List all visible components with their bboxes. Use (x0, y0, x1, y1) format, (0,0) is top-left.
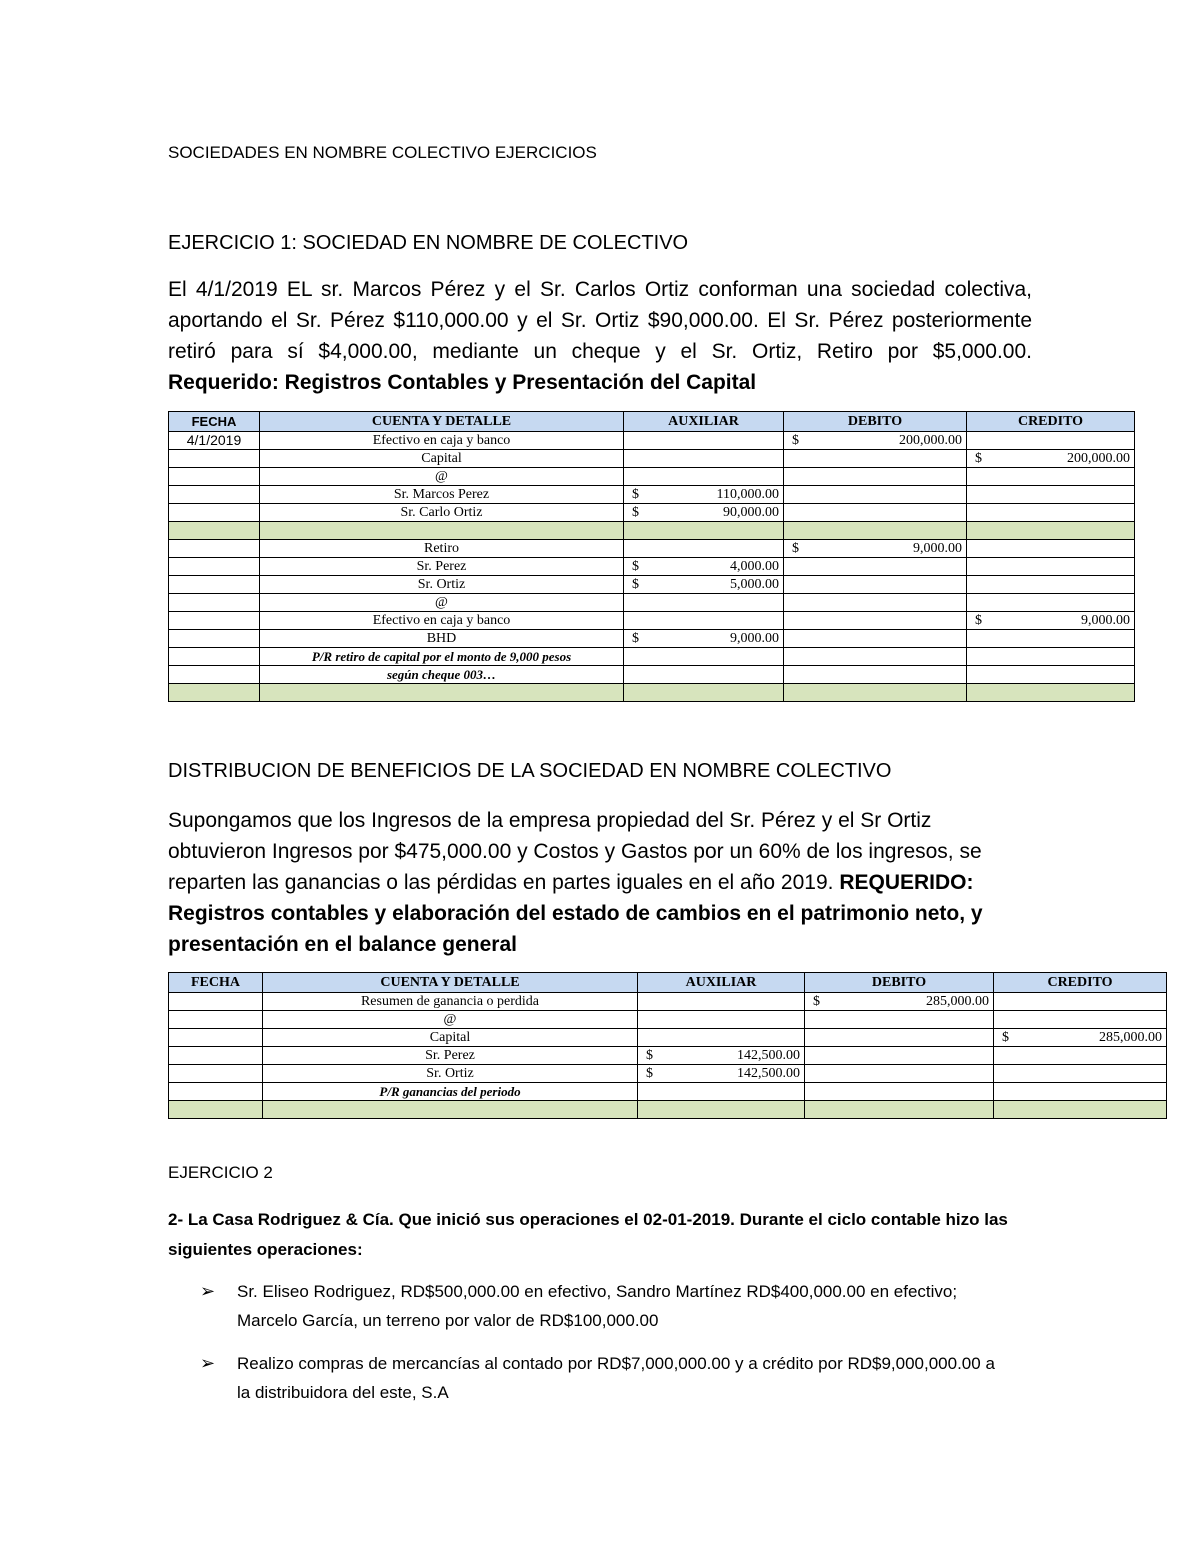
exercise-1-required: Requerido: Registros Contables y Presentación del Capital (168, 371, 757, 394)
credit-cell (967, 486, 1135, 504)
header-credito: CREDITO (967, 412, 1135, 432)
debit-value: 200,000.00 (899, 433, 962, 448)
account-cell: Sr. Perez (260, 558, 624, 576)
header-auxiliar: AUXILIAR (638, 973, 805, 993)
separator-row (169, 522, 1135, 540)
account-cell: Sr. Marcos Perez (260, 486, 624, 504)
date-cell (169, 450, 260, 468)
exercise-2-title: EJERCICIO 2 (168, 1163, 273, 1182)
auxiliar-value: 90,000.00 (723, 505, 779, 520)
debit-cell (805, 1029, 994, 1047)
currency-symbol: $ (1002, 1030, 1009, 1045)
table-header-row (169, 973, 1167, 993)
distribution-text: Supongamos que los Ingresos de la empresa propiedad del Sr. Pérez y el Sr Ortiz obtuvieron Ingresos por $475,000.00 y Costos y Gastos por un 60% de los ingresos, se reparten las ganancias o las pérdidas en partes iguales en el año 2019. (168, 809, 982, 894)
currency-symbol: $ (792, 541, 799, 556)
credit-cell (967, 468, 1135, 486)
entry-note: P/R retiro de capital por el monto de 9,000 pesos (260, 648, 624, 666)
auxiliar-cell (624, 594, 784, 612)
debit-cell (805, 993, 994, 1011)
date-cell (169, 1047, 263, 1065)
credit-cell (994, 993, 1167, 1011)
debit-value: 285,000.00 (926, 994, 989, 1009)
debit-cell (784, 630, 967, 648)
ledger-table-1 (168, 411, 1135, 702)
account-cell: @ (260, 594, 624, 612)
debit-cell (805, 1047, 994, 1065)
auxiliar-cell (624, 558, 784, 576)
ledger-table-2 (168, 972, 1167, 1119)
date-cell (169, 540, 260, 558)
credit-cell (967, 576, 1135, 594)
table-row (169, 1065, 1167, 1083)
debit-cell (805, 1011, 994, 1029)
auxiliar-cell (624, 432, 784, 450)
note-row (169, 666, 1135, 684)
currency-symbol: $ (646, 1066, 653, 1081)
header-fecha: FECHA (169, 412, 260, 432)
debit-cell (784, 594, 967, 612)
auxiliar-value: 142,500.00 (737, 1066, 800, 1081)
table-row (169, 486, 1135, 504)
date-cell (169, 576, 260, 594)
account-cell: @ (263, 1011, 638, 1029)
account-cell: Resumen de ganancia o perdida (263, 993, 638, 1011)
currency-symbol: $ (975, 451, 982, 466)
credit-cell (967, 504, 1135, 522)
credit-cell (967, 540, 1135, 558)
credit-cell (994, 1065, 1167, 1083)
table-row (169, 612, 1135, 630)
date-cell: 4/1/2019 (169, 432, 260, 450)
account-cell: Capital (263, 1029, 638, 1047)
list-item (200, 1277, 1000, 1335)
exercise-2-intro: 2- La Casa Rodriguez & Cía. Que inició sus operaciones el 02-01-2019. Durante el ciclo contable hizo las siguientes operaciones: (168, 1210, 1008, 1259)
auxiliar-cell (624, 612, 784, 630)
note-row (169, 648, 1135, 666)
date-cell (169, 558, 260, 576)
table-row (169, 432, 1135, 450)
currency-symbol: $ (632, 505, 639, 520)
account-cell: Sr. Ortiz (260, 576, 624, 594)
note-row (169, 1083, 1167, 1101)
debit-cell (784, 450, 967, 468)
distribution-heading: DISTRIBUCION DE BENEFICIOS DE LA SOCIEDAD EN NOMBRE COLECTIVO (168, 760, 892, 782)
distribution-paragraph (168, 805, 1008, 960)
account-cell: @ (260, 468, 624, 486)
list-item (200, 1349, 1000, 1407)
auxiliar-cell (638, 1029, 805, 1047)
account-cell: Efectivo en caja y banco (260, 432, 624, 450)
account-cell: Efectivo en caja y banco (260, 612, 624, 630)
entry-note: P/R ganancias del periodo (263, 1083, 638, 1101)
table-row (169, 630, 1135, 648)
date-cell (169, 504, 260, 522)
credit-cell (967, 630, 1135, 648)
header-fecha: FECHA (169, 973, 263, 993)
distribution-required: REQUERIDO: Registros contables y elaboración del estado de cambios en el patrimonio neto, y presentación en el balance general (168, 871, 983, 956)
account-cell: Sr. Ortiz (263, 1065, 638, 1083)
auxiliar-value: 4,000.00 (730, 559, 779, 574)
debit-cell (784, 612, 967, 630)
auxiliar-cell (624, 468, 784, 486)
currency-symbol: $ (813, 994, 820, 1009)
debit-cell (784, 432, 967, 450)
auxiliar-cell (624, 486, 784, 504)
date-cell (169, 630, 260, 648)
debit-value: 9,000.00 (913, 541, 962, 556)
arrow-bullet-icon: ➢ (200, 1281, 216, 1301)
date-cell (169, 1065, 263, 1083)
auxiliar-cell (638, 1011, 805, 1029)
auxiliar-cell (624, 630, 784, 648)
credit-cell (994, 1029, 1167, 1047)
header-credito: CREDITO (994, 973, 1167, 993)
account-cell: Capital (260, 450, 624, 468)
currency-symbol: $ (632, 577, 639, 592)
separator-row (169, 1101, 1167, 1119)
header-debito: DEBITO (784, 412, 967, 432)
list-item-text: Sr. Eliseo Rodriguez, RD$500,000.00 en efectivo, Sandro Martínez RD$400,000.00 en efectivo; Marcelo García, un terreno por valor de RD$100,000.00 (237, 1282, 958, 1330)
account-cell: Sr. Perez (263, 1047, 638, 1065)
account-cell: Sr. Carlo Ortiz (260, 504, 624, 522)
date-cell (169, 993, 263, 1011)
debit-cell (784, 540, 967, 558)
debit-cell (784, 486, 967, 504)
credit-value: 285,000.00 (1099, 1030, 1162, 1045)
date-cell (169, 468, 260, 486)
auxiliar-value: 5,000.00 (730, 577, 779, 592)
auxiliar-value: 110,000.00 (716, 487, 779, 502)
header-cuenta: CUENTA Y DETALLE (260, 412, 624, 432)
credit-cell (994, 1047, 1167, 1065)
credit-cell (967, 594, 1135, 612)
header-cuenta: CUENTA Y DETALLE (263, 973, 638, 993)
header-debito: DEBITO (805, 973, 994, 993)
table-row (169, 1029, 1167, 1047)
date-cell (169, 612, 260, 630)
auxiliar-cell (624, 450, 784, 468)
list-item-text: Realizo compras de mercancías al contado por RD$7,000,000.00 y a crédito por RD$9,000,000.00 a la distribuidora del este, S.A (237, 1354, 995, 1402)
table-row (169, 450, 1135, 468)
table-row (169, 540, 1135, 558)
auxiliar-cell (638, 1047, 805, 1065)
exercise-1-text: El 4/1/2019 EL sr. Marcos Pérez y el Sr. Carlos Ortiz conforman una sociedad colectiva, aportando el Sr. Pérez $110,000.00 y el Sr. Ortiz $90,000.00. El Sr. Pérez posteriormente retiró para sí $4,000.00, mediante un cheque y el Sr. Ortiz, Retiro por $5,000.00. (168, 278, 1032, 363)
date-cell (169, 1011, 263, 1029)
date-cell (169, 1029, 263, 1047)
table-row (169, 468, 1135, 486)
table-row (169, 558, 1135, 576)
table-row (169, 993, 1167, 1011)
currency-symbol: $ (632, 631, 639, 646)
table-row (169, 576, 1135, 594)
debit-cell (805, 1065, 994, 1083)
date-cell (169, 594, 260, 612)
account-cell: Retiro (260, 540, 624, 558)
currency-symbol: $ (646, 1048, 653, 1063)
auxiliar-cell (624, 504, 784, 522)
exercise-1-paragraph (168, 274, 1032, 398)
debit-cell (784, 558, 967, 576)
exercise-1-heading: EJERCICIO 1: SOCIEDAD EN NOMBRE DE COLECTIVO (168, 232, 689, 254)
credit-cell (967, 612, 1135, 630)
credit-cell (967, 558, 1135, 576)
debit-cell (784, 576, 967, 594)
auxiliar-value: 9,000.00 (730, 631, 779, 646)
table-row (169, 1011, 1167, 1029)
auxiliar-cell (624, 540, 784, 558)
document-title: SOCIEDADES EN NOMBRE COLECTIVO EJERCICIOS (168, 143, 597, 162)
separator-row (169, 684, 1135, 702)
currency-symbol: $ (975, 613, 982, 628)
credit-value: 200,000.00 (1067, 451, 1130, 466)
table-header-row (169, 412, 1135, 432)
currency-symbol: $ (632, 559, 639, 574)
table-row (169, 594, 1135, 612)
debit-cell (784, 504, 967, 522)
header-auxiliar: AUXILIAR (624, 412, 784, 432)
table-row (169, 1047, 1167, 1065)
debit-cell (784, 468, 967, 486)
auxiliar-value: 142,500.00 (737, 1048, 800, 1063)
currency-symbol: $ (632, 487, 639, 502)
credit-cell (994, 1011, 1167, 1029)
auxiliar-cell (638, 1065, 805, 1083)
date-cell (169, 486, 260, 504)
auxiliar-cell (638, 993, 805, 1011)
entry-note: según cheque 003… (260, 666, 624, 684)
arrow-bullet-icon: ➢ (200, 1353, 216, 1373)
credit-value: 9,000.00 (1081, 613, 1130, 628)
auxiliar-cell (624, 576, 784, 594)
account-cell: BHD (260, 630, 624, 648)
table-row (169, 504, 1135, 522)
currency-symbol: $ (792, 433, 799, 448)
credit-cell (967, 432, 1135, 450)
credit-cell (967, 450, 1135, 468)
